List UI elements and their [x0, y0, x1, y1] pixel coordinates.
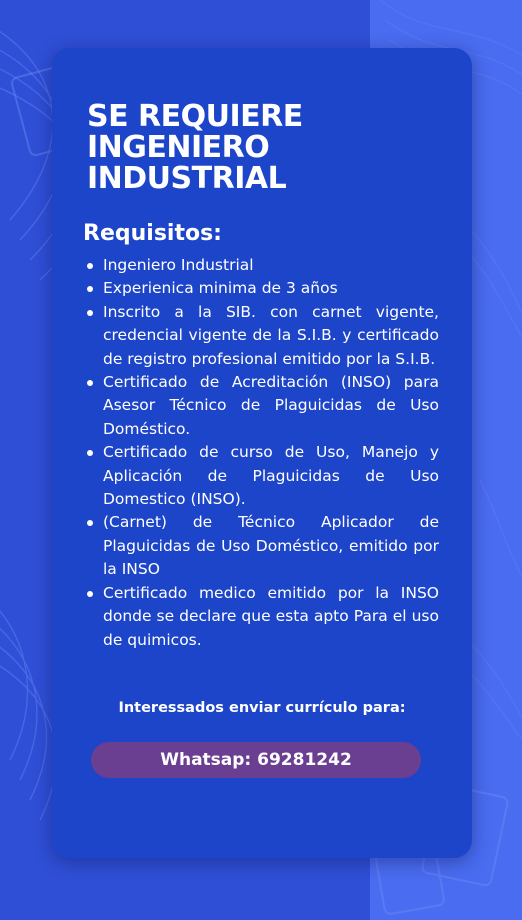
whatsapp-contact-button[interactable]: Whatsap: 69281242: [91, 742, 421, 778]
list-item: Experienica minima de 3 años: [83, 277, 439, 300]
contact-instruction: Interessados enviar currículo para:: [118, 700, 406, 716]
list-item: Inscrito a la SIB. con carnet vigente, credencial vigente de la S.I.B. y certificado de registro profesional emitido por la S.I.B.: [83, 301, 439, 371]
headline-line-3: INDUSTRIAL: [87, 161, 287, 196]
headline-line-2: INGENIERO: [87, 130, 270, 165]
headline-line-1: SE REQUIERE: [87, 99, 303, 134]
list-item: Certificado medico emitido por la INSO donde se declare que esta apto Para el uso de quimicos.: [83, 582, 439, 652]
requirements-heading: Requisitos:: [83, 221, 222, 246]
list-item: (Carnet) de Técnico Aplicador de Plaguicidas de Uso Doméstico, emitido por la INSO: [83, 511, 439, 581]
list-item: Certificado de curso de Uso, Manejo y Aplicación de Plaguicidas de Uso Domestico (INSO).: [83, 441, 439, 511]
list-item: Certificado de Acreditación (INSO) para Asesor Técnico de Plaguicidas de Uso Doméstico.: [83, 371, 439, 441]
requirements-list: [83, 254, 439, 652]
list-item: Ingeniero Industrial: [83, 254, 439, 277]
page-title: [87, 101, 387, 194]
